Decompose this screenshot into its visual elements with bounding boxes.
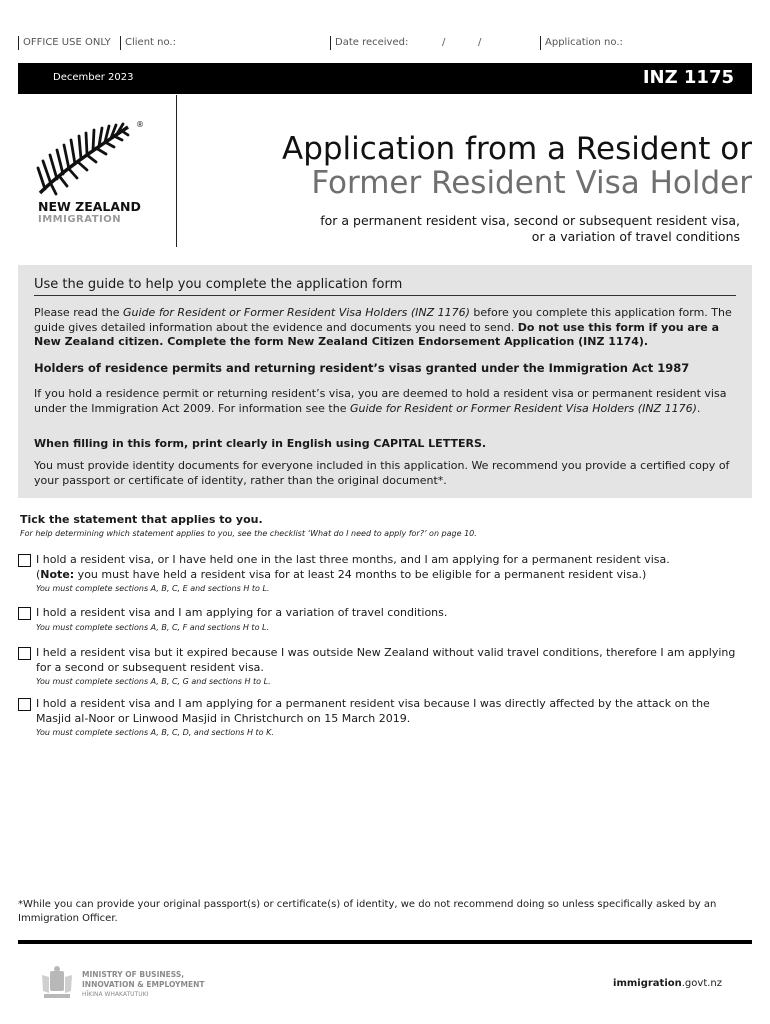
statement-sections: You must complete sections A, B, C, G and sections H to L.: [36, 677, 271, 686]
citizen-warning: Do not use this form if you are a New Zealand citizen. Complete the form New Zealand Citizen Endorsement Application (INZ 1174).: [34, 320, 719, 348]
guide-text: If you hold a residence permit or returning resident’s visa, you are deemed to hold a resident visa or permanent resident visa under the Immigration Act 2009. For information see the: [34, 387, 727, 415]
ministry-maori-name: HĪKINA WHAKATUTUKI: [82, 991, 149, 998]
date-separator: /: [478, 37, 482, 48]
statement-label: I hold a resident visa and I am applying for a permanent resident visa because I was directly affected by the attack on the Masjid al-Noor or Linwood Masjid in Christchurch on 15 March 2019.: [36, 697, 710, 725]
website-domain-bold: immigration: [613, 978, 682, 989]
guide-text: Please read the: [34, 306, 124, 319]
original-passport-footnote: *While you can provide your original passport(s) or certificate(s) of identity, we do not recommend doing so unless specifically asked by an Immigration Officer.: [18, 899, 717, 924]
guide-info-box: [18, 265, 752, 498]
form-header-bar: [18, 63, 752, 94]
statement-checkbox[interactable]: [18, 647, 31, 660]
date-received-field: Date received:: [330, 36, 408, 50]
identity-documents-paragraph: You must provide identity documents for everyone included in this application. We recommend you provide a certified copy of your passport or certificate of identity, rather than the original document*.: [34, 459, 730, 487]
client-no-field: Client no.:: [120, 36, 176, 50]
guide-text: before you complete this application form. The guide gives detailed information about the evidence and documents you need to send.: [34, 306, 732, 334]
statement-checkbox[interactable]: [18, 698, 31, 711]
silver-fern-icon: [18, 95, 176, 200]
ministry-name-line-1: MINISTRY OF BUSINESS,: [82, 970, 185, 979]
logo-text-immigration: IMMIGRATION: [38, 214, 122, 225]
statement-label: I held a resident visa but it expired because I was outside New Zealand without valid travel conditions, therefore I am applying for a second or subsequent resident visa.: [36, 646, 736, 674]
coat-of-arms-icon: [38, 965, 76, 1001]
office-use-bar: [18, 36, 738, 52]
statement-checkbox[interactable]: [18, 554, 31, 567]
guide-reference: Guide for Resident or Former Resident Visa Holders (INZ 1176): [349, 401, 697, 415]
footer-divider: [18, 940, 752, 944]
tick-help-text: For help determining which statement applies to you, see the checklist ‘What do I need to apply for?’ on page 10.: [20, 529, 477, 538]
guide-reference: Guide for Resident or Former Resident Visa Holders (INZ 1176): [123, 306, 470, 319]
statement-label: I hold a resident visa and I am applying for a variation of travel conditions.: [36, 606, 448, 619]
note-text: you must have held a resident visa for at least 24 months to be eligible for a permanent resident visa.): [74, 567, 647, 581]
office-use-label: OFFICE USE ONLY: [18, 36, 111, 50]
website-link[interactable]: [613, 978, 722, 989]
application-no-field: Application no.:: [540, 36, 623, 50]
note-label: Note:: [40, 567, 75, 581]
statement-sections: You must complete sections A, B, C, E and sections H to L.: [36, 584, 270, 593]
statement-label: I hold a resident visa, or I have held one in the last three months, and I am applying for a permanent resident visa.: [36, 553, 670, 566]
residence-permit-paragraph: [34, 387, 734, 416]
trademark-symbol: ®: [136, 120, 144, 129]
statement-sections: You must complete sections A, B, C, D, and sections H to K.: [36, 728, 274, 737]
statement-checkbox[interactable]: [18, 607, 31, 620]
guide-text: .: [696, 401, 701, 415]
ministry-name-line-2: INNOVATION & EMPLOYMENT: [82, 980, 205, 989]
title-line-2: Former Resident Visa Holder: [311, 165, 752, 201]
form-code: INZ 1175: [642, 67, 734, 88]
guide-heading: Use the guide to help you complete the application form: [34, 277, 736, 296]
website-domain-rest: .govt.nz: [681, 978, 722, 989]
tick-heading: Tick the statement that applies to you.: [20, 513, 263, 526]
date-separator: /: [442, 37, 446, 48]
title-line-1: Application from a Resident or: [281, 131, 752, 167]
capital-letters-instruction: When filling in this form, print clearly in English using CAPITAL LETTERS.: [34, 437, 487, 450]
statement-sections: You must complete sections A, B, C, F and sections H to L.: [36, 623, 270, 632]
form-subtitle: for a permanent resident visa, second or subsequent resident visa, or a variation of travel conditions: [320, 213, 740, 244]
statement-text: I hold a resident visa, or I have held one in the last three months, and I am applying for a permanent resident visa. (Note: you must have held a resident visa for at least 24 months to be eligible for a permanent resident visa.): [36, 553, 670, 581]
form-title: [282, 132, 752, 200]
guide-paragraph: [34, 306, 734, 350]
form-date: December 2023: [53, 72, 134, 83]
nz-immigration-logo: [18, 95, 177, 247]
residence-permit-heading: Holders of residence permits and returning resident’s visas granted under the Immigration Act 1987: [34, 361, 690, 375]
logo-text-nz: NEW ZEALAND: [38, 199, 141, 214]
